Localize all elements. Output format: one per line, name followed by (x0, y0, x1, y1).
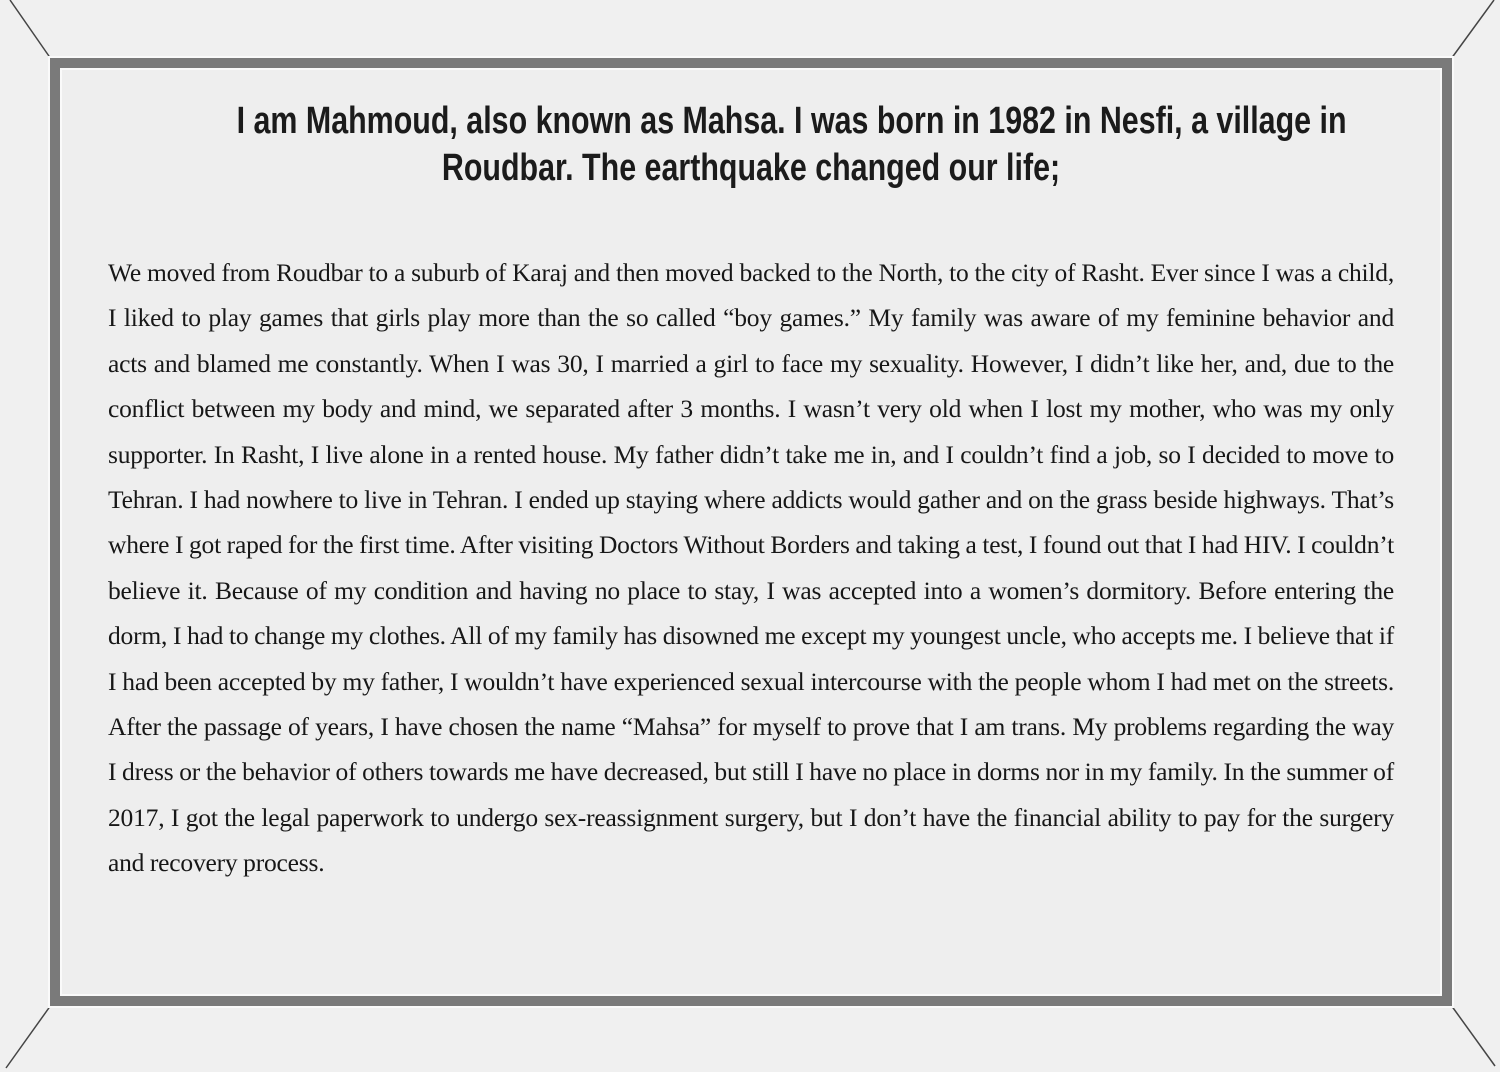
bevel-line-top-left (10, 0, 51, 59)
bevel-line-bottom-right (1451, 1005, 1495, 1066)
title-line-1: I am Mahmoud, also known as Mahsa. I was born in 1982 in Nesfi, a village in (236, 100, 1347, 142)
title-line-2: Roudbar. The earthquake changed our life; (441, 147, 1061, 189)
story-title (236, 98, 1347, 192)
bevel-line-top-right (1451, 0, 1494, 59)
story-paragraph: We moved from Roudbar to a suburb of Karaj and then moved backed to the North, to the city of Rasht. Ever since I was a child, I liked to play games that girls play more than the so called “boy games.” My family was aware of my feminine behavior and acts and blamed me constantly. When I was 30, I married a girl to face my sexuality. However, I didn’t like her, and, due to the conflict between my body and mind, we separated after 3 months. I wasn’t very old when I lost my mother, who was my only supporter. In Rasht, I live alone in a rented house. My father didn’t take me in, and I couldn’t find a job, so I decided to move to Tehran. I had nowhere to live in Tehran. I ended up staying where addicts would gather and on the grass beside highways. That’s where I got raped for the first time. After visiting Doctors Without Borders and taking a test, I found out that I had HIV. I couldn’t believe it. Because of my condition and having no place to stay, I was accepted into a women’s dormitory. Before entering the dorm, I had to change my clothes. All of my family has disowned me except my youngest uncle, who accepts me. I believe that if I had been accepted by my father, I wouldn’t have experienced sexual intercourse with the people whom I had met on the streets. After the passage of years, I have chosen the name “Mahsa” for myself to prove that I am trans. My problems regarding the way I dress or the behavior of others towards me have decreased, but still I have no place in dorms nor in my family. In the summer of 2017, I got the legal paperwork to undergo sex-reassignment surgery, but I don’t have the financial ability to pay for the surgery and recovery process. (108, 258, 1394, 878)
frame-border (50, 58, 1452, 1006)
text-panel (60, 68, 1442, 996)
bevel-line-bottom-left (6, 1005, 51, 1068)
